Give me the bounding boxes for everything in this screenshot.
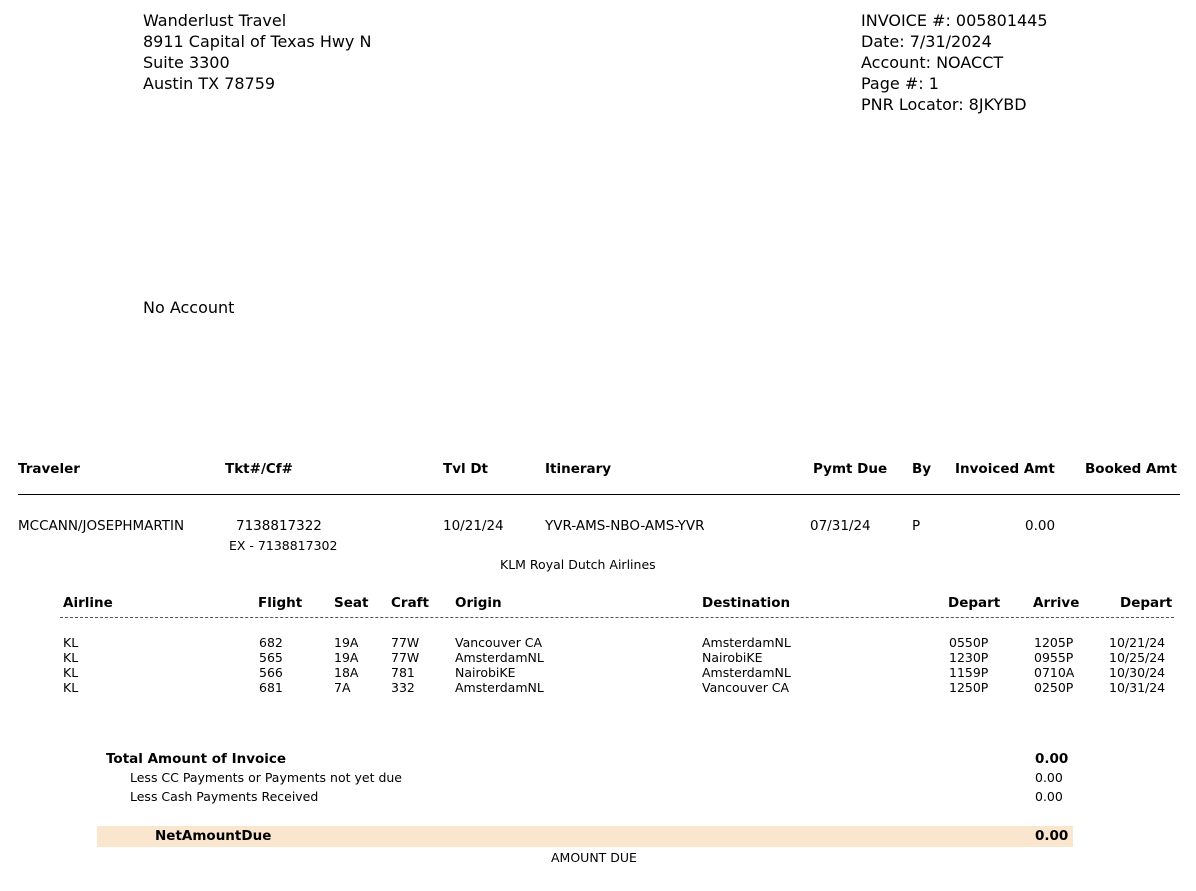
seg-arrive-1: 1205P <box>1034 635 1074 650</box>
company-address <box>143 10 371 94</box>
seg-date-4: 10/31/24 <box>1109 680 1166 695</box>
seg-destination-4: Vancouver CA <box>702 680 790 695</box>
invoice-account: Account: NOACCT <box>861 53 1004 72</box>
net-amount-due-label: NetAmountDue <box>155 828 272 844</box>
seg-craft-4: 332 <box>391 680 415 695</box>
seg-header-destination: Destination <box>702 595 791 611</box>
seg-header-craft: Craft <box>391 595 430 611</box>
seg-seat-2: 19A <box>334 650 359 665</box>
seg-header-airline: Airline <box>63 595 113 611</box>
seg-airline-3: KL <box>63 665 79 680</box>
company-address-line2: Suite 3300 <box>143 53 230 72</box>
seg-date-2: 10/25/24 <box>1109 650 1166 665</box>
invoice-number: INVOICE #: 005801445 <box>861 11 1048 30</box>
less-cc-payments-amount: 0.00 <box>1035 770 1063 785</box>
seg-craft-1: 77W <box>391 635 420 650</box>
seg-flight-4: 681 <box>259 680 283 695</box>
amount-due-caption: AMOUNT DUE <box>551 850 637 865</box>
seg-origin-4: AmsterdamNL <box>455 680 544 695</box>
seg-destination-3: AmsterdamNL <box>702 665 791 680</box>
total-invoice-label: Total Amount of Invoice <box>106 751 287 767</box>
seg-origin-3: NairobiKE <box>455 665 516 680</box>
seg-craft-2: 77W <box>391 650 420 665</box>
net-amount-due-value: 0.00 <box>1035 828 1069 844</box>
traveler-name: MCCANN/JOSEPHMARTIN <box>18 518 185 534</box>
less-cc-payments-label: Less CC Payments or Payments not yet due <box>130 770 402 785</box>
seg-flight-1: 682 <box>259 635 283 650</box>
seg-seat-4: 7A <box>334 680 351 695</box>
itinerary: YVR-AMS-NBO-AMS-YVR <box>545 518 705 534</box>
exchange-ticket: EX - 7138817302 <box>229 538 338 553</box>
seg-arrive-3: 0710A <box>1034 665 1075 680</box>
seg-header-flight: Flight <box>258 595 303 611</box>
seg-airline-1: KL <box>63 635 79 650</box>
seg-depart-2: 1230P <box>949 650 989 665</box>
seg-depart-3: 1159P <box>949 665 989 680</box>
ticket-number: 7138817322 <box>236 518 322 534</box>
invoice-date: Date: 7/31/2024 <box>861 32 992 51</box>
seg-destination-1: AmsterdamNL <box>702 635 791 650</box>
header-invoiced-amt: Invoiced Amt <box>955 461 1055 477</box>
seg-destination-2: NairobiKE <box>702 650 763 665</box>
seg-airline-2: KL <box>63 650 79 665</box>
seg-depart-4: 1250P <box>949 680 989 695</box>
seg-craft-3: 781 <box>391 665 415 680</box>
seg-header-arrive: Arrive <box>1033 595 1080 611</box>
seg-header-seat: Seat <box>334 595 369 611</box>
seg-flight-3: 566 <box>259 665 283 680</box>
seg-origin-1: Vancouver CA <box>455 635 543 650</box>
seg-depart-1: 0550P <box>949 635 989 650</box>
company-name: Wanderlust Travel <box>143 11 287 30</box>
payment-by: P <box>912 518 921 534</box>
seg-date-3: 10/30/24 <box>1109 665 1166 680</box>
payment-due: 07/31/24 <box>810 518 871 534</box>
segment-divider <box>60 617 1174 618</box>
invoice-pnr: PNR Locator: 8JKYBD <box>861 95 1027 114</box>
less-cash-payments-label: Less Cash Payments Received <box>130 789 319 804</box>
seg-airline-4: KL <box>63 680 79 695</box>
header-by: By <box>912 461 932 477</box>
seg-seat-1: 19A <box>334 635 359 650</box>
seg-arrive-4: 0250P <box>1034 680 1074 695</box>
seg-header-origin: Origin <box>455 595 502 611</box>
header-traveler: Traveler <box>18 461 80 477</box>
account-name: No Account <box>143 298 235 317</box>
header-travel-date: Tvl Dt <box>443 461 488 477</box>
seg-flight-2: 565 <box>259 650 283 665</box>
header-divider <box>18 494 1180 495</box>
invoice-page: Page #: 1 <box>861 74 939 93</box>
header-payment-due: Pymt Due <box>813 461 888 477</box>
header-booked-amt: Booked Amt <box>1085 461 1177 477</box>
seg-date-1: 10/21/24 <box>1109 635 1166 650</box>
invoice-meta <box>861 10 1048 115</box>
header-ticket: Tkt#/Cf# <box>225 461 293 477</box>
seg-header-depart: Depart <box>948 595 1001 611</box>
total-invoice-amount: 0.00 <box>1035 751 1069 767</box>
carrier-name: KLM Royal Dutch Airlines <box>500 557 656 572</box>
less-cash-payments-amount: 0.00 <box>1035 789 1063 804</box>
header-itinerary: Itinerary <box>545 461 612 477</box>
company-address-line1: 8911 Capital of Texas Hwy N <box>143 32 372 51</box>
seg-seat-3: 18A <box>334 665 359 680</box>
company-city: Austin TX 78759 <box>143 74 276 93</box>
seg-origin-2: AmsterdamNL <box>455 650 544 665</box>
seg-arrive-2: 0955P <box>1034 650 1074 665</box>
seg-header-depart-date: Depart <box>1120 595 1173 611</box>
invoiced-amount: 0.00 <box>1025 518 1056 534</box>
travel-date: 10/21/24 <box>443 518 504 534</box>
